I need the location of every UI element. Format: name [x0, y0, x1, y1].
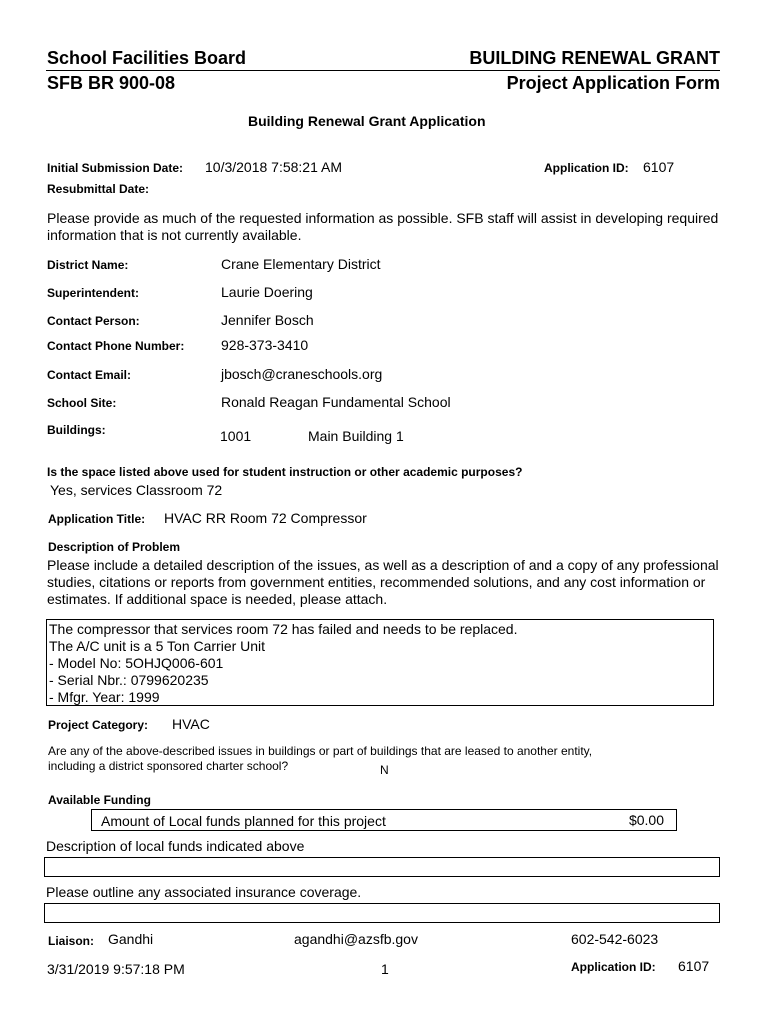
superintendent-label: Superintendent:: [47, 286, 139, 300]
school-site-label: School Site:: [47, 396, 117, 410]
problem-line: - Model No: 5OHJQ006-601: [49, 655, 224, 671]
district-value: Crane Elementary District: [221, 256, 381, 272]
problem-line: - Serial Nbr.: 0799620235: [49, 672, 209, 688]
lease-question-line2: including a district sponsored charter school?: [48, 759, 289, 773]
problem-line: The compressor that services room 72 has failed and needs to be replaced.: [49, 621, 518, 637]
project-category-label: Project Category:: [48, 718, 149, 732]
page-title: Building Renewal Grant Application: [248, 113, 486, 129]
header-divider: [46, 70, 720, 71]
application-id-value: 6107: [643, 159, 675, 175]
superintendent-value: Laurie Doering: [221, 284, 313, 300]
initial-submission-value: 10/3/2018 7:58:21 AM: [205, 159, 342, 175]
liaison-email: agandhi@azsfb.gov: [294, 931, 418, 947]
footer-timestamp: 3/31/2019 9:57:18 PM: [47, 961, 185, 977]
phone-label: Contact Phone Number:: [47, 339, 185, 353]
local-funds-label: Amount of Local funds planned for this project: [101, 813, 386, 829]
lease-question-line1: Are any of the above-described issues in buildings or part of buildings that are leased to another entity,: [48, 744, 593, 758]
insurance-label: Please outline any associated insurance coverage.: [46, 884, 362, 900]
local-funds-row: [91, 809, 677, 831]
intro-text: Please provide as much of the requested information as possible. SFB staff will assist in developing required information that is not currently available.: [47, 210, 719, 243]
email-value: jbosch@craneschools.org: [221, 366, 383, 382]
form-title: Project Application Form: [506, 73, 720, 93]
contact-label: Contact Person:: [47, 314, 140, 328]
problem-instructions: Please include a detailed description of the issues, as well as a description of and a copy of any professional studies, citations or reports from government entities, recommended solutions, and any cost information or estimates. If additional space is needed, please attach.: [47, 557, 719, 607]
problem-line: The A/C unit is a 5 Ton Carrier Unit: [49, 638, 266, 654]
liaison-name: Gandhi: [108, 931, 154, 947]
problem-heading: Description of Problem: [48, 540, 181, 554]
local-funds-description-field[interactable]: [44, 857, 720, 877]
footer-application-id-label: Application ID:: [571, 960, 656, 974]
school-site-value: Ronald Reagan Fundamental School: [221, 394, 451, 410]
resubmittal-label: Resubmittal Date:: [47, 182, 150, 196]
district-label: District Name:: [47, 258, 129, 272]
insurance-field[interactable]: [44, 903, 720, 923]
contact-value: Jennifer Bosch: [221, 312, 314, 328]
liaison-label: Liaison:: [48, 934, 95, 948]
instruction-answer: Yes, services Classroom 72: [50, 482, 223, 498]
building-name: Main Building 1: [308, 428, 404, 444]
initial-submission-label: Initial Submission Date:: [47, 161, 184, 175]
problem-description-box[interactable]: [46, 619, 714, 706]
instruction-question: Is the space listed above used for student instruction or other academic purposes?: [47, 465, 523, 479]
form-number: SFB BR 900-08: [47, 73, 176, 93]
local-funds-description-label: Description of local funds indicated above: [46, 838, 305, 854]
lease-answer: N: [380, 763, 389, 777]
project-category-value: HVAC: [172, 716, 210, 732]
application-id-label: Application ID:: [544, 161, 629, 175]
footer-application-id-value: 6107: [678, 958, 710, 974]
building-number: 1001: [220, 428, 252, 444]
grant-title: BUILDING RENEWAL GRANT: [469, 48, 720, 68]
org-name: School Facilities Board: [47, 48, 247, 68]
application-title-value: HVAC RR Room 72 Compressor: [164, 510, 367, 526]
email-label: Contact Email:: [47, 368, 132, 382]
buildings-label: Buildings:: [47, 423, 106, 437]
available-funding-heading: Available Funding: [48, 793, 151, 807]
page-number: 1: [381, 961, 389, 977]
phone-value: 928-373-3410: [221, 337, 309, 353]
problem-line: - Mfgr. Year: 1999: [49, 689, 160, 705]
application-title-label: Application Title:: [48, 512, 146, 526]
liaison-phone: 602-542-6023: [571, 931, 659, 947]
local-funds-value: $0.00: [628, 812, 664, 828]
